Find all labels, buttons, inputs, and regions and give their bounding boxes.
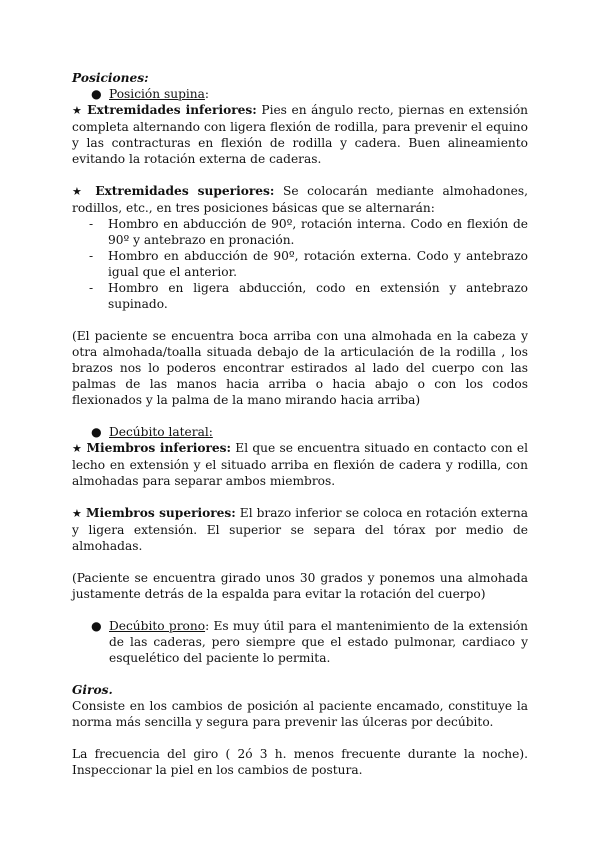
dash-marker: - — [89, 281, 94, 295]
bullet-icon: ● — [91, 425, 102, 439]
dash-item-text: Hombro en abducción de 90º, rotación externa. Codo y antebrazo igual que el anterior. — [108, 249, 528, 279]
text-miembros-superiores: El brazo inferior se coloca en rotación externa y ligera extensión. El superior se separa del tórax por medio de almohadas. — [72, 506, 528, 553]
paragraph-extremidades-inferiores — [72, 102, 528, 167]
bullet-icon: ● — [91, 619, 102, 633]
list-item-decubito-lateral — [72, 424, 528, 440]
star-icon: ★ — [72, 185, 87, 198]
section-heading-posiciones: Posiciones: — [72, 71, 149, 85]
list-item-posicion-supina — [72, 86, 528, 102]
text-extremidades-inferiores: Pies en ángulo recto, piernas en extensión completa alternando con ligera flexión de rodilla, para prevenir el equino y las contracturas en flexión de rodilla y cadera. Buen alineamiento evitando la rotación externa de caderas. — [72, 103, 529, 166]
paragraph-giros-2: La frecuencia del giro ( 2ó 3 h. menos frecuente durante la noche). Inspeccionar la piel en los cambios de postura. — [72, 747, 528, 777]
paragraph-extremidades-superiores — [72, 183, 528, 216]
dash-list-item — [72, 248, 528, 280]
subheading-decubito-prono: Decúbito prono — [109, 619, 206, 633]
note-posicion-supina: (El paciente se encuentra boca arriba con una almohada en la cabeza y otra almohada/toalla situada debajo de la articulación de la rodilla , los brazos nos lo poderos encontrar estirados al lado del cuerpo con las palmas de las manos hacia arriba o hacia abajo o con los codos flexionados y la palma de la mano mirando hacia arriba) — [72, 329, 528, 407]
section-heading-giros: Giros. — [72, 683, 113, 697]
text-decubito-prono: : Es muy útil para el mantenimiento de la extensión de las caderas, pero siempre que el estado pulmonar, cardiaco y esquelético del paciente lo permita. — [109, 619, 529, 665]
dash-marker: - — [89, 217, 94, 231]
paragraph-miembros-inferiores — [72, 440, 528, 489]
subheading-posicion-supina: Posición supina — [109, 87, 205, 101]
dash-list-item — [72, 280, 528, 312]
term-extremidades-inferiores: Extremidades inferiores: — [87, 103, 257, 117]
term-miembros-inferiores: Miembros inferiores: — [86, 441, 232, 455]
list-item-decubito-prono — [72, 618, 528, 666]
star-icon: ★ — [72, 104, 83, 117]
term-extremidades-superiores: Extremidades superiores: — [95, 184, 275, 198]
dash-marker: - — [89, 249, 94, 263]
subheading-suffix: : — [204, 87, 210, 101]
dash-list-item — [72, 216, 528, 248]
term-miembros-superiores: Miembros superiores: — [86, 506, 236, 520]
text-extremidades-superiores: Se colocarán mediante almohadones, rodillos, etc., en tres posiciones básicas que se alternarán: — [72, 184, 529, 215]
dash-item-text: Hombro en abducción de 90º, rotación interna. Codo en flexión de 90º y antebrazo en pronación. — [108, 217, 528, 247]
paragraph-miembros-superiores — [72, 505, 528, 554]
dash-item-text: Hombro en ligera abducción, codo en extensión y antebrazo supinado. — [108, 281, 528, 311]
paragraph-giros-1: Consiste en los cambios de posición al paciente encamado, constituye la norma más sencilla y segura para prevenir las úlceras por decúbito. — [72, 699, 528, 729]
subheading-decubito-lateral: Decúbito lateral: — [109, 425, 213, 439]
text-miembros-inferiores: El que se encuentra situado en contacto con el lecho en extensión y el situado arriba en flexión de cadera y rodilla, con almohadas para separar ambos miembros. — [72, 441, 528, 488]
dash-list — [72, 216, 528, 312]
bullet-icon: ● — [91, 87, 102, 101]
document-body — [72, 70, 528, 778]
note-decubito-lateral: (Paciente se encuentra girado unos 30 grados y ponemos una almohada justamente detrás de la espalda para evitar la rotación del cuerpo) — [72, 571, 528, 601]
star-icon: ★ — [72, 507, 82, 520]
star-icon: ★ — [72, 442, 83, 455]
